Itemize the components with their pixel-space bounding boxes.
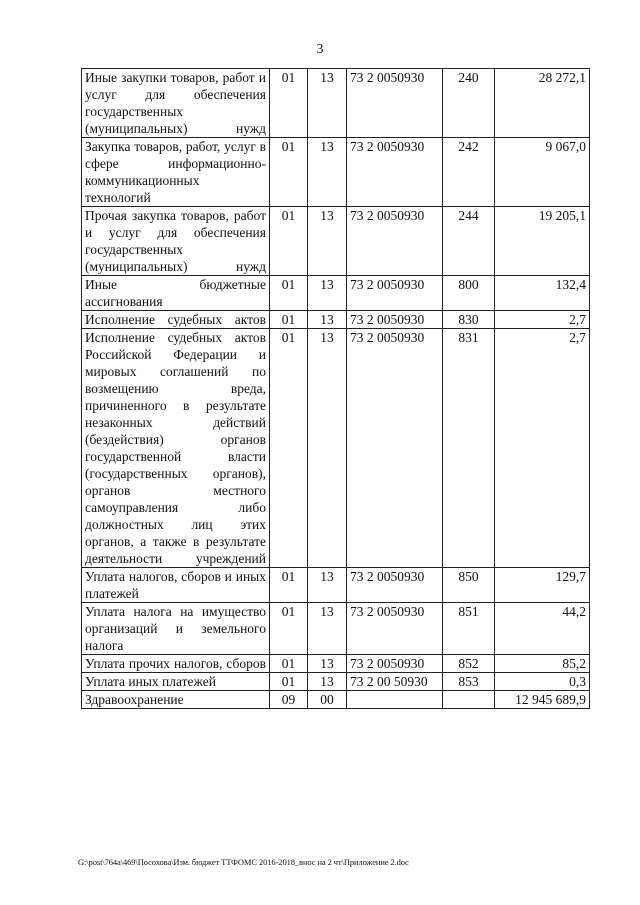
row-name-cell: Здравоохранение xyxy=(82,691,270,709)
row-name-cell: Прочая закупка товаров, работ и услуг для обеспечения государственных (муниципальных) нужд xyxy=(82,207,270,276)
subsection-cell: 13 xyxy=(308,655,347,673)
expense-type-cell: 240 xyxy=(443,69,495,138)
target-article-cell: 73 2 00 50930 xyxy=(347,673,443,691)
expense-type-cell: 830 xyxy=(443,311,495,329)
subsection-cell: 00 xyxy=(308,691,347,709)
section-cell: 01 xyxy=(270,655,308,673)
subsection-cell: 13 xyxy=(308,673,347,691)
subsection-cell: 13 xyxy=(308,69,347,138)
row-name-cell: Закупка товаров, работ, услуг в сфере информационно-коммуникационных технологий xyxy=(82,138,270,207)
section-cell: 01 xyxy=(270,603,308,655)
budget-table xyxy=(81,68,590,709)
expense-type-cell: 853 xyxy=(443,673,495,691)
subsection-cell: 13 xyxy=(308,207,347,276)
row-name-cell: Исполнение судебных актов Российской Федерации и мировых соглашений по возмещению вреда, причиненного в результате незаконных действий (бездействия) органов государственной власти (государственных органов), органов местного самоуправления либо должностных лиц этих органов, а также в результате деятельности учреждений xyxy=(82,329,270,568)
amount-cell: 132,4 xyxy=(495,276,590,311)
target-article-cell xyxy=(347,691,443,709)
amount-cell: 44,2 xyxy=(495,603,590,655)
amount-cell: 85,2 xyxy=(495,655,590,673)
section-cell: 01 xyxy=(270,329,308,568)
section-cell: 09 xyxy=(270,691,308,709)
target-article-cell: 73 2 0050930 xyxy=(347,329,443,568)
target-article-cell: 73 2 0050930 xyxy=(347,207,443,276)
amount-cell: 12 945 689,9 xyxy=(495,691,590,709)
amount-cell: 28 272,1 xyxy=(495,69,590,138)
table-row xyxy=(82,69,590,138)
target-article-cell: 73 2 0050930 xyxy=(347,568,443,603)
expense-type-cell: 851 xyxy=(443,603,495,655)
subsection-cell: 13 xyxy=(308,329,347,568)
row-name-cell: Уплата налога на имущество организаций и земельного налога xyxy=(82,603,270,655)
table-row xyxy=(82,673,590,691)
amount-cell: 19 205,1 xyxy=(495,207,590,276)
expense-type-cell: 244 xyxy=(443,207,495,276)
table-row xyxy=(82,207,590,276)
expense-type-cell: 852 xyxy=(443,655,495,673)
target-article-cell: 73 2 0050930 xyxy=(347,138,443,207)
row-name-cell: Уплата иных платежей xyxy=(82,673,270,691)
subsection-cell: 13 xyxy=(308,276,347,311)
table-row xyxy=(82,655,590,673)
amount-cell: 9 067,0 xyxy=(495,138,590,207)
table-row xyxy=(82,568,590,603)
row-name-cell: Исполнение судебных актов xyxy=(82,311,270,329)
amount-cell: 129,7 xyxy=(495,568,590,603)
target-article-cell: 73 2 0050930 xyxy=(347,603,443,655)
row-name-cell: Иные закупки товаров, работ и услуг для обеспечения государственных (муниципальных) нужд xyxy=(82,69,270,138)
row-name-cell: Иные бюджетные ассигнования xyxy=(82,276,270,311)
subsection-cell: 13 xyxy=(308,603,347,655)
subsection-cell: 13 xyxy=(308,138,347,207)
table-row xyxy=(82,603,590,655)
page-number: 3 xyxy=(316,42,324,57)
expense-type-cell xyxy=(443,691,495,709)
row-name-cell: Уплата прочих налогов, сборов xyxy=(82,655,270,673)
expense-type-cell: 800 xyxy=(443,276,495,311)
section-cell: 01 xyxy=(270,207,308,276)
amount-cell: 0,3 xyxy=(495,673,590,691)
table-row xyxy=(82,691,590,709)
table-row xyxy=(82,311,590,329)
row-name-cell: Уплата налогов, сборов и иных платежей xyxy=(82,568,270,603)
expense-type-cell: 242 xyxy=(443,138,495,207)
target-article-cell: 73 2 0050930 xyxy=(347,311,443,329)
section-cell: 01 xyxy=(270,673,308,691)
section-cell: 01 xyxy=(270,568,308,603)
section-cell: 01 xyxy=(270,311,308,329)
amount-cell: 2,7 xyxy=(495,311,590,329)
target-article-cell: 73 2 0050930 xyxy=(347,655,443,673)
target-article-cell: 73 2 0050930 xyxy=(347,69,443,138)
expense-type-cell: 831 xyxy=(443,329,495,568)
table-row xyxy=(82,138,590,207)
section-cell: 01 xyxy=(270,138,308,207)
file-path-footer: G:\post\764a\469\Посохова\Изм. бюджет ТТФОМС 2016-2018_внос на 2 чт\Приложение 2.doc xyxy=(78,857,409,867)
table-row xyxy=(82,329,590,568)
section-cell: 01 xyxy=(270,276,308,311)
subsection-cell: 13 xyxy=(308,568,347,603)
amount-cell: 2,7 xyxy=(495,329,590,568)
table-row xyxy=(82,276,590,311)
target-article-cell: 73 2 0050930 xyxy=(347,276,443,311)
subsection-cell: 13 xyxy=(308,311,347,329)
expense-type-cell: 850 xyxy=(443,568,495,603)
section-cell: 01 xyxy=(270,69,308,138)
